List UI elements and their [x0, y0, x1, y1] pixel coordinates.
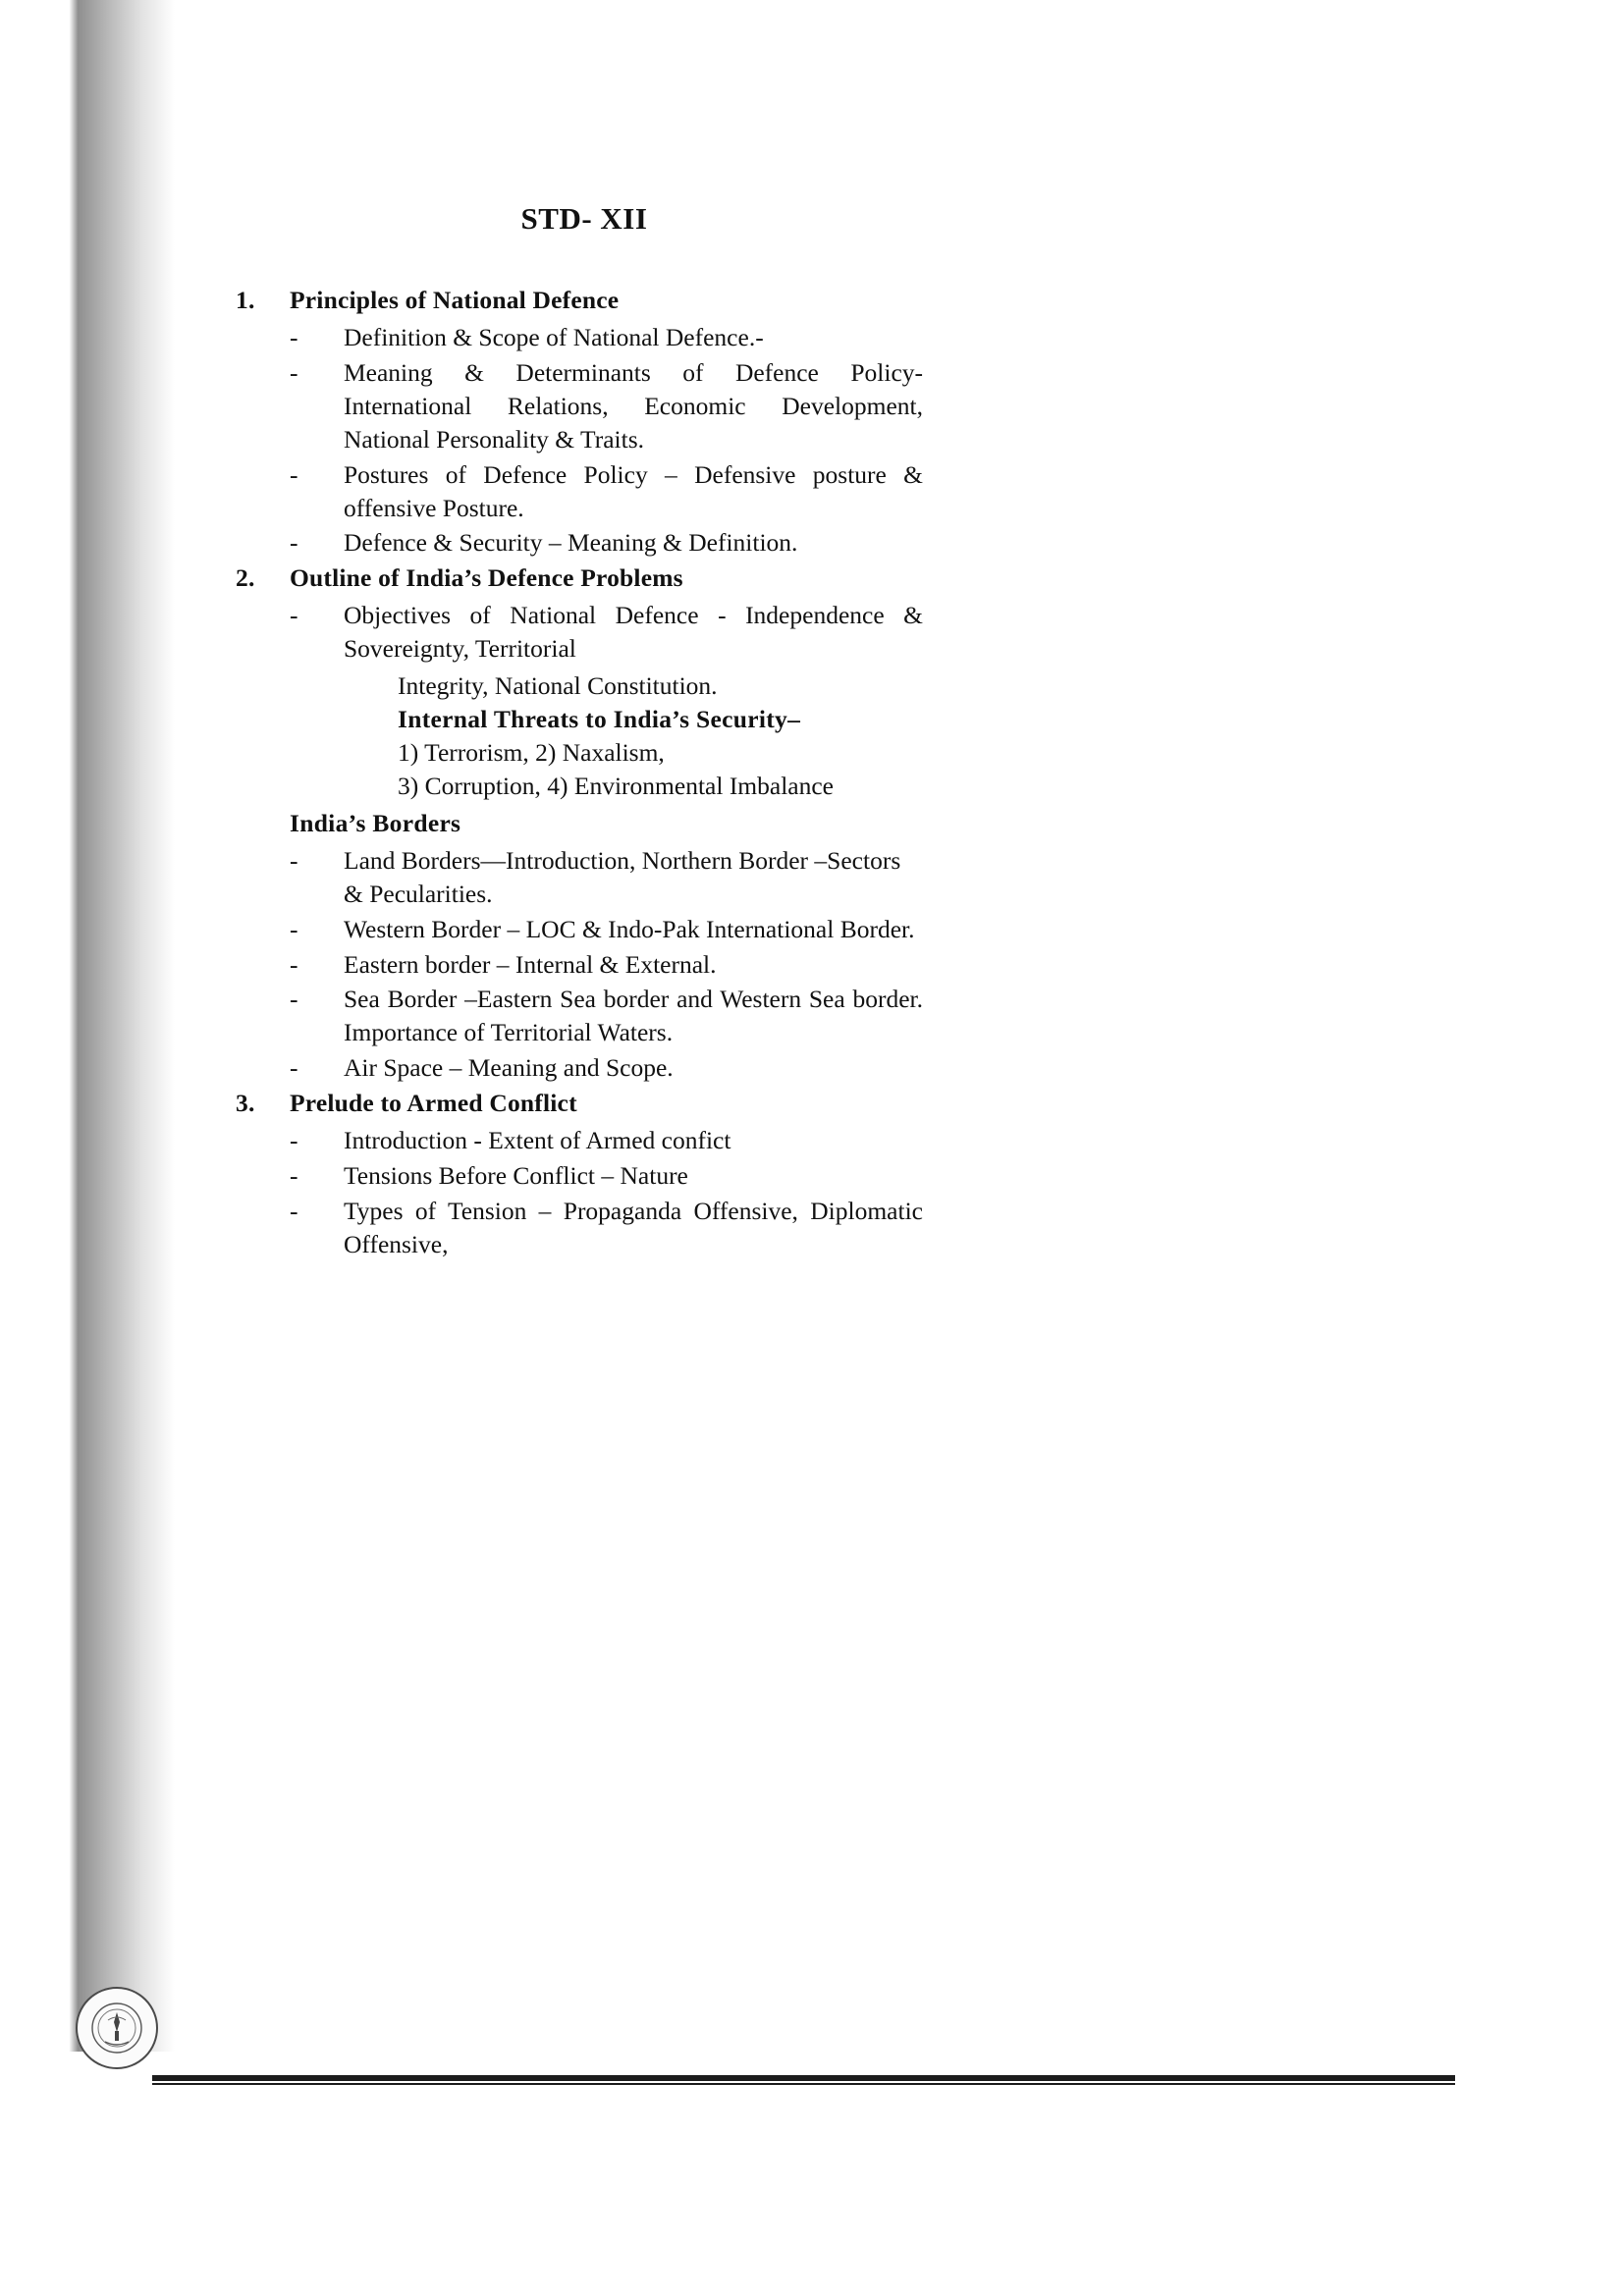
section-outline-of-indias-defence-problems: [236, 563, 923, 1085]
dash-marker: -: [290, 459, 298, 489]
list-item-text: Introduction - Extent of Armed confict: [344, 1126, 731, 1155]
section-number: 2.: [236, 563, 255, 593]
list-item: [236, 356, 923, 456]
dash-marker: -: [290, 914, 298, 943]
dash-marker: -: [290, 323, 298, 351]
threat-line-1: 1) Terrorism, 2) Naxalism,: [398, 737, 665, 767]
dash-marker: -: [290, 1161, 298, 1191]
list-item-text: Tensions Before Conflict – Nature: [344, 1161, 688, 1191]
dash-marker: -: [290, 601, 298, 630]
list-item-text: Land Borders—Introduction, Northern Border –Sectors & Pecularities.: [344, 845, 901, 908]
dash-marker: -: [290, 357, 298, 387]
list-item: [236, 321, 923, 354]
left-decorative-strip: [65, 0, 175, 2052]
list-item-text: Definition & Scope of National Defence.-: [344, 323, 764, 351]
section-heading: [236, 1089, 923, 1118]
dash-marker: -: [290, 1053, 298, 1083]
list-item: [236, 1124, 923, 1157]
footer-rule: [152, 2075, 1455, 2081]
list-item: [236, 948, 923, 982]
section-prelude-to-armed-conflict: [236, 1089, 923, 1261]
page-title: STD- XII: [520, 201, 648, 236]
list-item-text: Sea Border –Eastern Sea border and Western Sea border. Importance of Territorial Waters.: [344, 985, 923, 1047]
list-item: [236, 599, 923, 666]
section-principles-of-national-defence: [236, 286, 923, 560]
section-number: 1.: [236, 286, 255, 314]
list-item: [236, 1051, 923, 1085]
dash-marker: -: [290, 528, 298, 558]
section-1-list: [236, 321, 923, 560]
list-item-text: Air Space – Meaning and Scope.: [344, 1053, 674, 1083]
section-title: Prelude to Armed Conflict: [290, 1089, 577, 1118]
indias-borders-list: [236, 844, 923, 1085]
dash-marker: -: [290, 845, 298, 875]
section-3-list: [236, 1124, 923, 1261]
list-item: [236, 458, 923, 525]
dash-marker: -: [290, 949, 298, 979]
list-item: [236, 844, 923, 911]
footer-rule-thin: [152, 2083, 1455, 2085]
list-item: [236, 1159, 923, 1193]
list-item: [236, 1195, 923, 1261]
section-title: Outline of India’s Defence Problems: [290, 563, 683, 593]
continuation-line: Integrity, National Constitution.: [398, 671, 718, 701]
section-heading: [236, 286, 923, 315]
section-heading: [236, 563, 923, 593]
dash-marker: -: [290, 1126, 298, 1155]
section-number: 3.: [236, 1089, 255, 1118]
internal-threats-heading: Internal Threats to India’s Security–: [398, 705, 801, 734]
list-item-text: Postures of Defence Policy – Defensive posture & offensive Posture.: [344, 459, 923, 522]
section-2-list: [236, 599, 923, 666]
list-item-text: Types of Tension – Propaganda Offensive, Diplomatic Offensive,: [344, 1196, 923, 1258]
subheading-indias-borders: India’s Borders: [290, 808, 461, 837]
threat-line-2: 3) Corruption, 4) Environmental Imbalance: [398, 771, 834, 800]
list-item: [236, 526, 923, 560]
government-emblem-icon: [76, 1987, 158, 2069]
list-item-text: Meaning & Determinants of Defence Policy- International Relations, Economic Development, National Personality & Traits.: [344, 357, 923, 454]
dash-marker: -: [290, 1196, 298, 1225]
list-item-text: Eastern border – Internal & External.: [344, 949, 717, 979]
list-item-text: Defence & Security – Meaning & Definition.: [344, 528, 798, 558]
list-item-text: Western Border – LOC & Indo-Pak International Border.: [344, 914, 915, 943]
list-item: [236, 913, 923, 946]
section-title: Principles of National Defence: [290, 286, 620, 314]
list-item-text: Objectives of National Defence - Independence & Sovereignty, Territorial: [344, 601, 923, 664]
dash-marker: -: [290, 985, 298, 1014]
page-content: [236, 201, 923, 1265]
list-item: [236, 983, 923, 1049]
